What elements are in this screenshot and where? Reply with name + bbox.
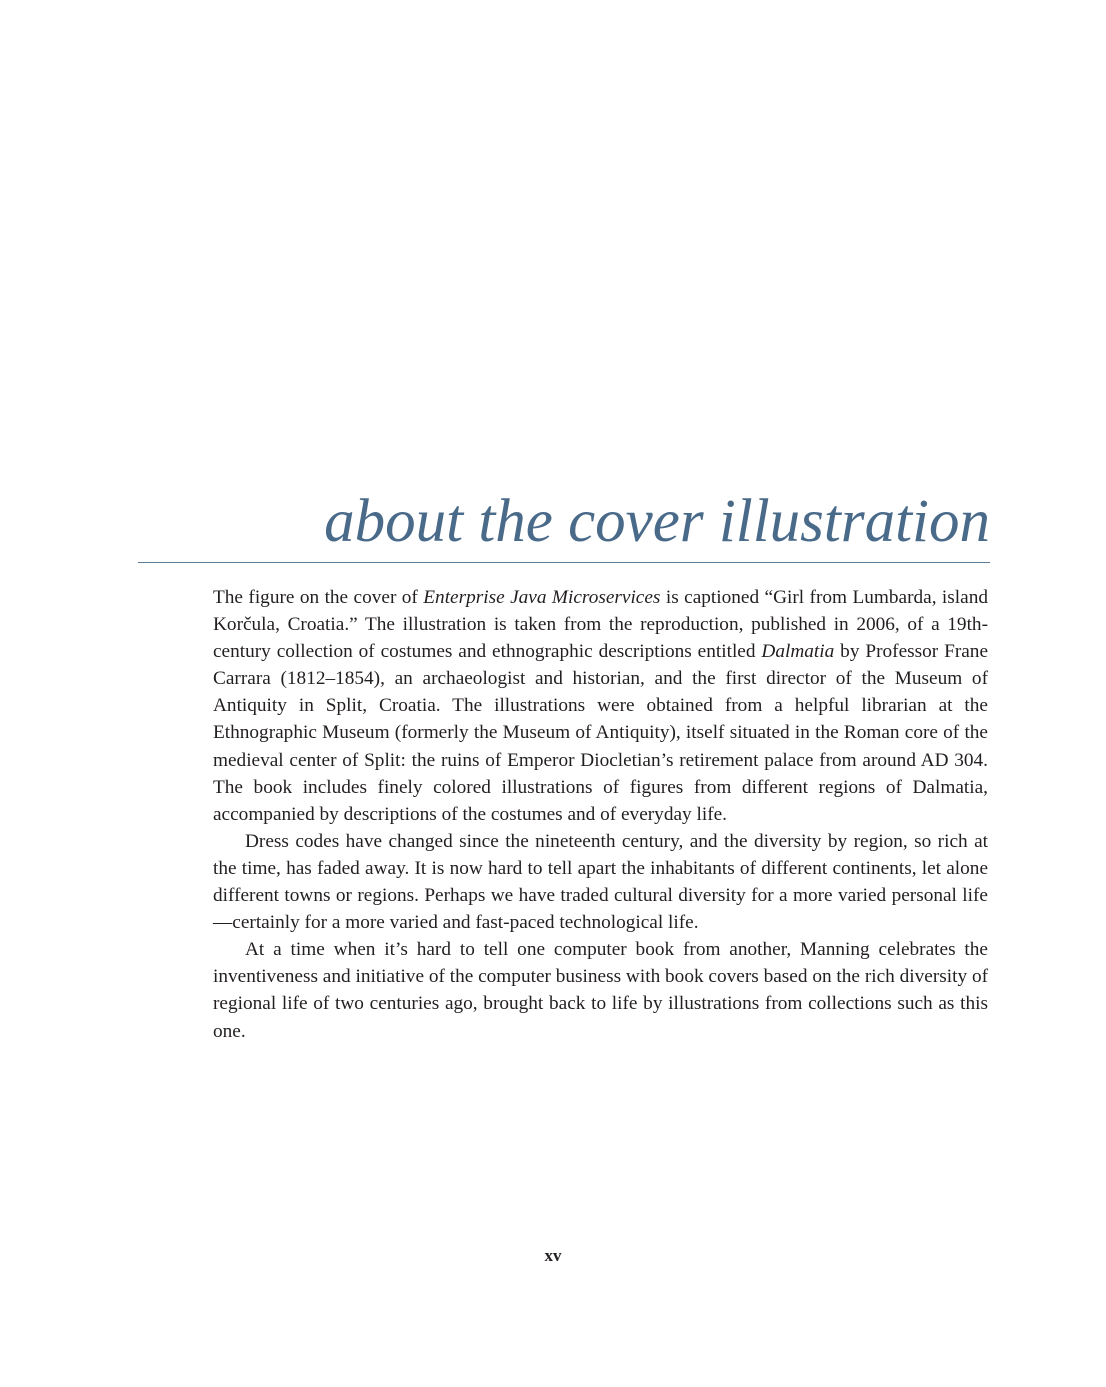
paragraph-text: by Professor Frane Carrara (1812–1854), an archaeologist and historian, and the first director of the Museum of Antiquity in Split, Croatia. The illustrations were obtained from a helpful librarian at the Ethnographic Museum (formerly the Museum of Antiquity), itself situated in the Roman core of the medieval center of Split: the ruins of Emperor Diocletian’s retirement palace from around AD 304. The book includes finely colored illustrations of figures from different regions of Dalmatia, accompanied by descriptions of the costumes and of everyday life. — [213, 641, 989, 825]
paragraph-text: The figure on the cover of — [213, 587, 424, 608]
paragraph-text: At a time when it’s hard to tell one computer book from another, Manning celebrates the inventiveness and initiative of the computer business with book covers based on the rich diversity of regional life of two centuries ago, brought back to life by illustrations from collections such as this one. — [213, 939, 988, 1042]
italic-title-text: Enterprise Java Microservices — [423, 587, 661, 608]
paragraph — [213, 828, 988, 936]
title-divider — [138, 562, 990, 563]
body-text — [213, 584, 988, 1045]
paragraph — [213, 584, 988, 828]
page-number: xv — [544, 1246, 562, 1265]
chapter-title: about the cover illustration — [324, 488, 990, 555]
paragraph-text: is captioned “Girl from Lumbarda, island Korčula, Croatia.” The illustration is taken from the reproduction, published in 2006, of a 19th-century collection of costumes and ethnographic descriptions entitled — [213, 587, 988, 663]
italic-title-text: Dalmatia — [761, 641, 835, 663]
paragraph — [213, 936, 988, 1044]
paragraph-text: Dress codes have changed since the nineteenth century, and the diversity by region, so rich at the time, has faded away. It is now hard to tell apart the inhabitants of different continents, let alone different towns or regions. Perhaps we have traded cultural diversity for a more varied personal life—certainly for a more varied and fast-paced technological life. — [213, 830, 988, 934]
